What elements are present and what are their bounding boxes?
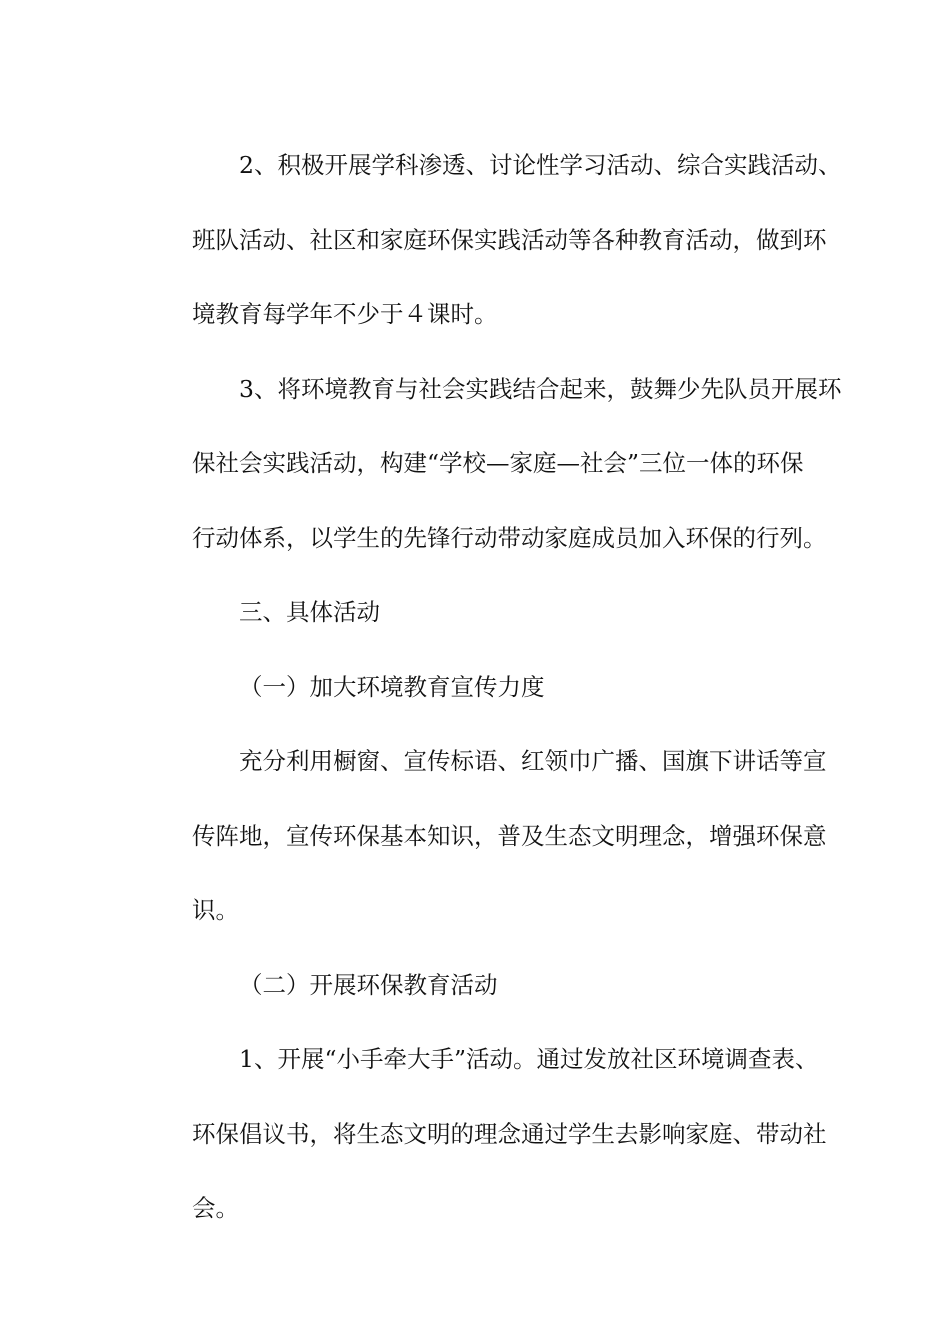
text-line: 充分利用橱窗、宣传标语、红领巾广播、国旗下讲话等宣 [239, 747, 827, 775]
text-line: 1、开展“小手牵大手”活动。通过发放社区环境调查表、 [239, 1045, 819, 1073]
paragraph-4 [145, 1022, 827, 1246]
heading-line: （一）加大环境教育宣传力度 [239, 672, 545, 701]
text-line: 2、积极开展学科渗透、讨论性学习活动、综合实践活动、 [239, 151, 842, 179]
text-line: 传阵地，宣传环保基本知识，普及生态文明理念，增强环保意 [192, 821, 827, 850]
text-line: 班队活动、社区和家庭环保实践活动等各种教育活动，做到环 [192, 225, 827, 254]
paragraph-3 [145, 724, 827, 948]
text-line: 会。 [192, 1194, 239, 1222]
text-line: 识。 [192, 896, 239, 924]
subsection-heading-1 [145, 650, 807, 725]
text-line: 环保倡议书，将生态文明的理念通过学生去影响家庭、带动社 [192, 1119, 827, 1148]
text-line: 保社会实践活动，构建“学校—家庭—社会”三位一体的环保 [192, 449, 804, 477]
heading-line: （二）开展环保教育活动 [239, 970, 498, 999]
text-line: 行动体系，以学生的先锋行动带动家庭成员加入环保的行列。 [192, 523, 827, 552]
subsection-heading-2 [145, 948, 807, 1023]
paragraph-1 [145, 128, 842, 352]
paragraph-2 [145, 352, 842, 576]
text-line: 境教育每学年不少于４课时。 [192, 300, 498, 328]
heading-line: 三、具体活动 [239, 598, 380, 626]
text-line: 3、将环境教育与社会实践结合起来，鼓舞少先队员开展环 [239, 374, 842, 403]
document-body [145, 128, 842, 1246]
section-heading [145, 575, 807, 650]
